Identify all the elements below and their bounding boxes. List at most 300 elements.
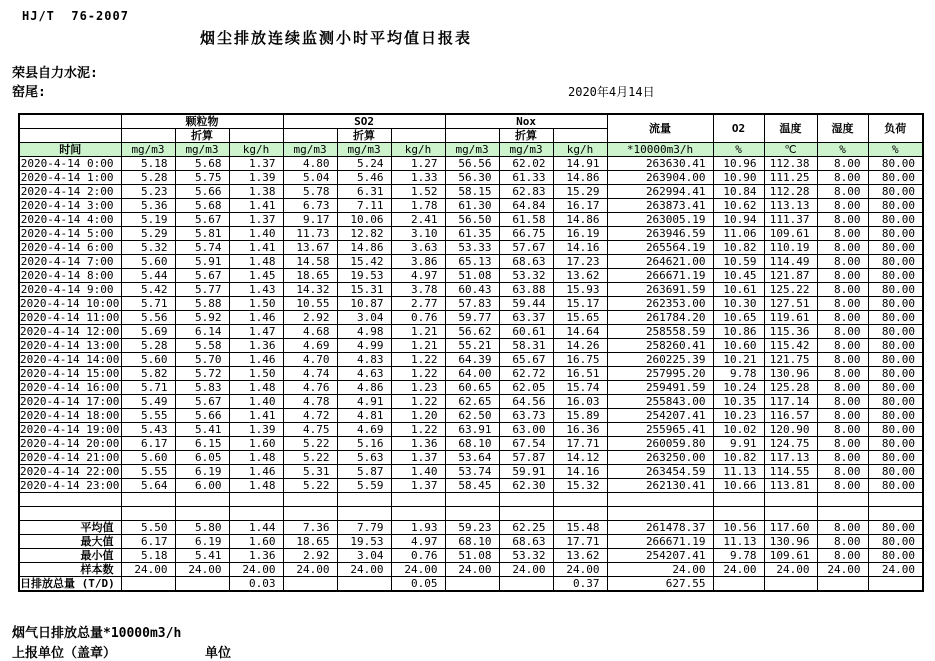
value-cell: 8.00 [817,199,868,213]
summary-row [19,549,923,563]
value-cell: 1.48 [229,479,283,493]
value-cell: 4.97 [391,535,445,549]
unit-cell: kg/h [391,143,445,157]
value-cell: 62.50 [445,409,499,423]
value-cell: 18.65 [283,535,337,549]
value-cell: 55.21 [445,339,499,353]
value-cell: 1.22 [391,353,445,367]
time-cell: 2020-4-14 22:00 [20,465,120,478]
value-cell: 5.60 [121,451,175,465]
time-cell: 2020-4-14 18:00 [20,409,120,422]
value-cell: 80.00 [868,157,923,171]
value-cell: 6.19 [175,535,229,549]
value-cell: 61.35 [445,227,499,241]
unit-cell: mg/m3 [337,143,391,157]
value-cell: 5.36 [121,199,175,213]
empty-cell [175,507,229,521]
col-header-o2: O2 [713,114,764,143]
value-cell: 66.75 [499,227,553,241]
value-cell: 4.69 [283,339,337,353]
value-cell: 8.00 [817,381,868,395]
value-cell: 0.76 [391,549,445,563]
value-cell: 110.19 [764,241,817,255]
value-cell: 1.93 [391,521,445,535]
value-cell: 10.82 [713,241,764,255]
value-cell: 17.23 [553,255,607,269]
value-cell: 57.67 [499,241,553,255]
value-cell: 4.86 [337,381,391,395]
unit-cell: ℃ [764,143,817,157]
value-cell: 63.73 [499,409,553,423]
table-row [19,437,923,451]
value-cell: 15.42 [337,255,391,269]
time-cell: 2020-4-14 7:00 [19,255,121,269]
company-label: 荣县自力水泥: [12,66,98,81]
value-cell: 15.48 [553,521,607,535]
value-cell: 3.04 [337,311,391,325]
value-cell: 1.46 [229,311,283,325]
value-cell: 63.37 [499,311,553,325]
value-cell: 1.41 [229,409,283,423]
value-cell: 263005.19 [607,213,713,227]
value-cell: 4.75 [283,423,337,437]
value-cell: 4.69 [337,423,391,437]
value-cell: 62.72 [499,367,553,381]
empty-cell [175,493,229,507]
value-cell: 1.39 [229,423,283,437]
value-cell: 1.45 [229,269,283,283]
time-cell: 2020-4-14 3:00 [19,199,121,213]
time-cell: 2020-4-14 19:00 [20,423,120,436]
value-cell: 15.31 [337,283,391,297]
value-cell: 4.97 [391,269,445,283]
unit-cell: % [817,143,868,157]
table-row [19,381,923,395]
value-cell: 6.17 [121,437,175,451]
value-cell: 19.53 [337,269,391,283]
value-cell: 1.38 [229,185,283,199]
value-cell: 8.00 [817,451,868,465]
unit-cell: mg/m3 [121,143,175,157]
value-cell: 16.19 [553,227,607,241]
value-cell: 5.04 [283,171,337,185]
empty-cell [607,507,713,521]
value-cell: 15.29 [553,185,607,199]
value-cell: 24.00 [445,563,499,577]
value-cell: 10.65 [713,311,764,325]
value-cell: 17.71 [553,437,607,451]
daily-total-label: 日排放总量 (T/D) [19,577,121,592]
value-cell: 8.00 [817,157,868,171]
value-cell: 261784.20 [607,311,713,325]
value-cell: 5.28 [121,171,175,185]
value-cell: 62.02 [499,157,553,171]
value-cell: 24.00 [499,563,553,577]
time-cell: 2020-4-14 2:00 [19,185,121,199]
value-cell: 0.05 [391,577,445,592]
value-cell: 5.78 [283,185,337,199]
value-cell: 80.00 [868,451,923,465]
value-cell: 14.64 [553,325,607,339]
value-cell: 8.00 [817,311,868,325]
value-cell: 8.00 [817,535,868,549]
value-cell: 24.00 [868,563,923,577]
empty-cell [19,493,121,507]
value-cell: 80.00 [868,465,923,479]
time-cell: 2020-4-14 17:00 [20,395,120,408]
value-cell: 10.60 [713,339,764,353]
value-cell: 61.58 [499,213,553,227]
value-cell: 116.57 [764,409,817,423]
value-cell: 80.00 [868,297,923,311]
value-cell: 68.63 [499,535,553,549]
value-cell [817,577,868,592]
value-cell: 5.68 [175,157,229,171]
value-cell: 80.00 [868,395,923,409]
value-cell: 62.30 [499,479,553,493]
table-row [19,283,923,297]
table-row [19,353,923,367]
value-cell: 262994.41 [607,185,713,199]
value-cell: 5.66 [175,409,229,423]
value-cell: 5.87 [337,465,391,479]
value-cell: 80.00 [868,171,923,185]
time-cell: 2020-4-14 16:00 [20,381,120,394]
value-cell: 8.00 [817,269,868,283]
value-cell: 114.49 [764,255,817,269]
value-cell [764,577,817,592]
col-header-flow: 流量 [607,114,713,143]
unit-cell: mg/m3 [175,143,229,157]
value-cell: 1.22 [391,367,445,381]
value-cell: 8.00 [817,521,868,535]
value-cell: 5.28 [121,339,175,353]
value-cell: 1.48 [229,381,283,395]
value-cell: 263691.59 [607,283,713,297]
value-cell: 1.48 [229,255,283,269]
value-cell: 117.14 [764,395,817,409]
table-row [19,157,923,171]
value-cell: 8.00 [817,353,868,367]
value-cell: 5.24 [337,157,391,171]
value-cell: 53.32 [499,269,553,283]
table-row [19,171,923,185]
value-cell: 5.88 [175,297,229,311]
value-cell: 124.75 [764,437,817,451]
value-cell: 10.55 [283,297,337,311]
value-cell [337,577,391,592]
value-cell: 59.44 [499,297,553,311]
value-cell: 1.37 [229,213,283,227]
flow-total-note: 烟气日排放总量*10000m3/h [12,626,182,641]
value-cell: 4.78 [283,395,337,409]
value-cell: 6.00 [175,479,229,493]
value-cell: 5.22 [283,479,337,493]
value-cell: 1.43 [229,283,283,297]
value-cell: 65.67 [499,353,553,367]
table-row [19,395,923,409]
value-cell: 1.27 [391,157,445,171]
value-cell: 1.50 [229,297,283,311]
value-cell: 56.50 [445,213,499,227]
empty-cell [229,493,283,507]
value-cell: 5.22 [283,451,337,465]
value-cell: 263904.00 [607,171,713,185]
value-cell: 1.39 [229,171,283,185]
time-cell: 2020-4-14 14:00 [20,353,120,366]
value-cell: 1.41 [229,199,283,213]
value-cell: 18.65 [283,269,337,283]
value-cell: 14.26 [553,339,607,353]
value-cell: 64.56 [499,395,553,409]
header-group-row [19,114,923,129]
value-cell: 6.15 [175,437,229,451]
value-cell: 1.36 [229,549,283,563]
value-cell: 9.78 [713,549,764,563]
value-cell: 112.28 [764,185,817,199]
value-cell: 627.55 [607,577,713,592]
value-cell: 1.50 [229,367,283,381]
value-cell: 15.89 [553,409,607,423]
value-cell: 7.11 [337,199,391,213]
table-row [19,479,923,493]
value-cell: 5.71 [121,297,175,311]
value-cell: 61.33 [499,171,553,185]
unit-cell: % [713,143,764,157]
value-cell: 263873.41 [607,199,713,213]
value-cell: 10.62 [713,199,764,213]
value-cell: 8.00 [817,395,868,409]
value-cell: 10.45 [713,269,764,283]
value-cell: 57.83 [445,297,499,311]
value-cell: 255965.41 [607,423,713,437]
value-cell: 58.15 [445,185,499,199]
value-cell: 1.36 [229,339,283,353]
time-cell: 2020-4-14 6:00 [19,241,121,255]
time-cell: 2020-4-14 20:00 [20,437,120,450]
value-cell: 8.00 [817,171,868,185]
value-cell: 80.00 [868,227,923,241]
empty-cell [337,493,391,507]
value-cell: 1.46 [229,353,283,367]
value-cell: 5.59 [337,479,391,493]
value-cell: 15.93 [553,283,607,297]
value-cell: 261478.37 [607,521,713,535]
summary-label: 样本数 [19,563,121,577]
empty-cell [499,507,553,521]
value-cell: 80.00 [868,241,923,255]
value-cell: 1.33 [391,171,445,185]
value-cell: 62.25 [499,521,553,535]
value-cell: 125.28 [764,381,817,395]
time-cell: 2020-4-14 10:00 [20,297,120,310]
empty-cell [817,493,868,507]
value-cell: 130.96 [764,367,817,381]
value-cell: 115.42 [764,339,817,353]
value-cell: 8.00 [817,227,868,241]
value-cell: 51.08 [445,269,499,283]
value-cell: 16.03 [553,395,607,409]
value-cell: 8.00 [817,409,868,423]
value-cell: 3.78 [391,283,445,297]
table-row [19,199,923,213]
value-cell: 24.00 [713,563,764,577]
value-cell: 80.00 [868,409,923,423]
time-cell: 2020-4-14 21:00 [20,451,120,464]
empty-cell [764,493,817,507]
summary-label: 最大值 [19,535,121,549]
value-cell: 53.33 [445,241,499,255]
value-cell: 266671.19 [607,269,713,283]
value-cell: 5.32 [121,241,175,255]
value-cell [175,577,229,592]
empty-cell [337,507,391,521]
value-cell: 5.67 [175,213,229,227]
value-cell: 1.40 [391,465,445,479]
value-cell: 10.30 [713,297,764,311]
col-header-time: 时间 [19,143,121,157]
empty-cell [445,493,499,507]
value-cell: 5.77 [175,283,229,297]
value-cell: 0.37 [553,577,607,592]
value-cell: 258558.59 [607,325,713,339]
summary-label: 最小值 [19,549,121,563]
value-cell: 5.81 [175,227,229,241]
value-cell: 63.88 [499,283,553,297]
value-cell: 80.00 [868,549,923,563]
value-cell: 10.94 [713,213,764,227]
value-cell: 0.76 [391,311,445,325]
value-cell: 1.22 [391,395,445,409]
value-cell: 60.43 [445,283,499,297]
empty-cell [553,507,607,521]
value-cell: 5.72 [175,367,229,381]
unit-label: 单位 [205,646,232,661]
time-cell: 2020-4-14 9:00 [19,283,121,297]
value-cell: 125.22 [764,283,817,297]
value-cell: 63.00 [499,423,553,437]
empty-cell [445,129,499,143]
value-cell: 68.10 [445,535,499,549]
value-cell: 62.05 [499,381,553,395]
value-cell [499,577,553,592]
value-cell: 5.74 [175,241,229,255]
value-cell: 15.74 [553,381,607,395]
value-cell: 1.40 [229,227,283,241]
value-cell: 1.40 [229,395,283,409]
value-cell: 80.00 [868,381,923,395]
unit-cell: mg/m3 [283,143,337,157]
value-cell: 16.51 [553,367,607,381]
value-cell: 2.92 [283,311,337,325]
value-cell: 5.64 [121,479,175,493]
empty-cell [121,493,175,507]
value-cell: 1.52 [391,185,445,199]
table-row [19,269,923,283]
value-cell [713,577,764,592]
value-cell: 5.46 [337,171,391,185]
value-cell: 5.19 [121,213,175,227]
value-cell: 11.73 [283,227,337,241]
value-cell: 6.73 [283,199,337,213]
value-cell: 5.41 [175,549,229,563]
value-cell: 80.00 [868,325,923,339]
value-cell: 5.18 [121,549,175,563]
time-cell: 2020-4-14 23:00 [20,479,120,492]
value-cell: 5.23 [121,185,175,199]
value-cell: 4.83 [337,353,391,367]
value-cell: 24.00 [391,563,445,577]
value-cell [445,577,499,592]
value-cell: 8.00 [817,423,868,437]
value-cell: 113.13 [764,199,817,213]
unit-cell: kg/h [229,143,283,157]
value-cell: 10.86 [713,325,764,339]
empty-cell [391,507,445,521]
value-cell: 5.67 [175,269,229,283]
table-row [19,297,923,311]
value-cell: 5.91 [175,255,229,269]
value-cell: 121.75 [764,353,817,367]
value-cell: 5.66 [175,185,229,199]
value-cell: 17.71 [553,535,607,549]
value-cell: 80.00 [868,311,923,325]
value-cell: 2.77 [391,297,445,311]
unit-row [19,143,923,157]
value-cell: 5.63 [337,451,391,465]
value-cell: 5.49 [121,395,175,409]
empty-cell [391,129,445,143]
value-cell: 11.13 [713,535,764,549]
value-cell: 59.91 [499,465,553,479]
value-cell: 5.60 [121,353,175,367]
value-cell: 1.46 [229,465,283,479]
value-cell: 53.32 [499,549,553,563]
empty-cell [283,129,337,143]
value-cell: 14.12 [553,451,607,465]
report-unit-label: 上报单位（盖章） [12,646,117,661]
value-cell: 58.45 [445,479,499,493]
value-cell: 127.51 [764,297,817,311]
value-cell: 5.41 [175,423,229,437]
value-cell: 5.60 [121,255,175,269]
value-cell: 114.55 [764,465,817,479]
value-cell: 263454.59 [607,465,713,479]
value-cell: 4.80 [283,157,337,171]
value-cell: 8.00 [817,255,868,269]
value-cell: 2.41 [391,213,445,227]
value-cell: 14.58 [283,255,337,269]
value-cell: 5.75 [175,171,229,185]
value-cell: 4.74 [283,367,337,381]
value-cell: 68.10 [445,437,499,451]
value-cell: 13.62 [553,549,607,563]
value-cell: 5.67 [175,395,229,409]
empty-cell [607,493,713,507]
value-cell: 8.00 [817,283,868,297]
empty-cell [283,493,337,507]
value-cell: 80.00 [868,185,923,199]
value-cell: 254207.41 [607,409,713,423]
group-nox: Nox [445,114,607,129]
value-cell: 5.56 [121,311,175,325]
converted-label: 折算 [499,129,553,143]
value-cell [121,577,175,592]
value-cell: 6.17 [121,535,175,549]
value-cell: 8.00 [817,367,868,381]
summary-row [19,521,923,535]
value-cell: 56.62 [445,325,499,339]
